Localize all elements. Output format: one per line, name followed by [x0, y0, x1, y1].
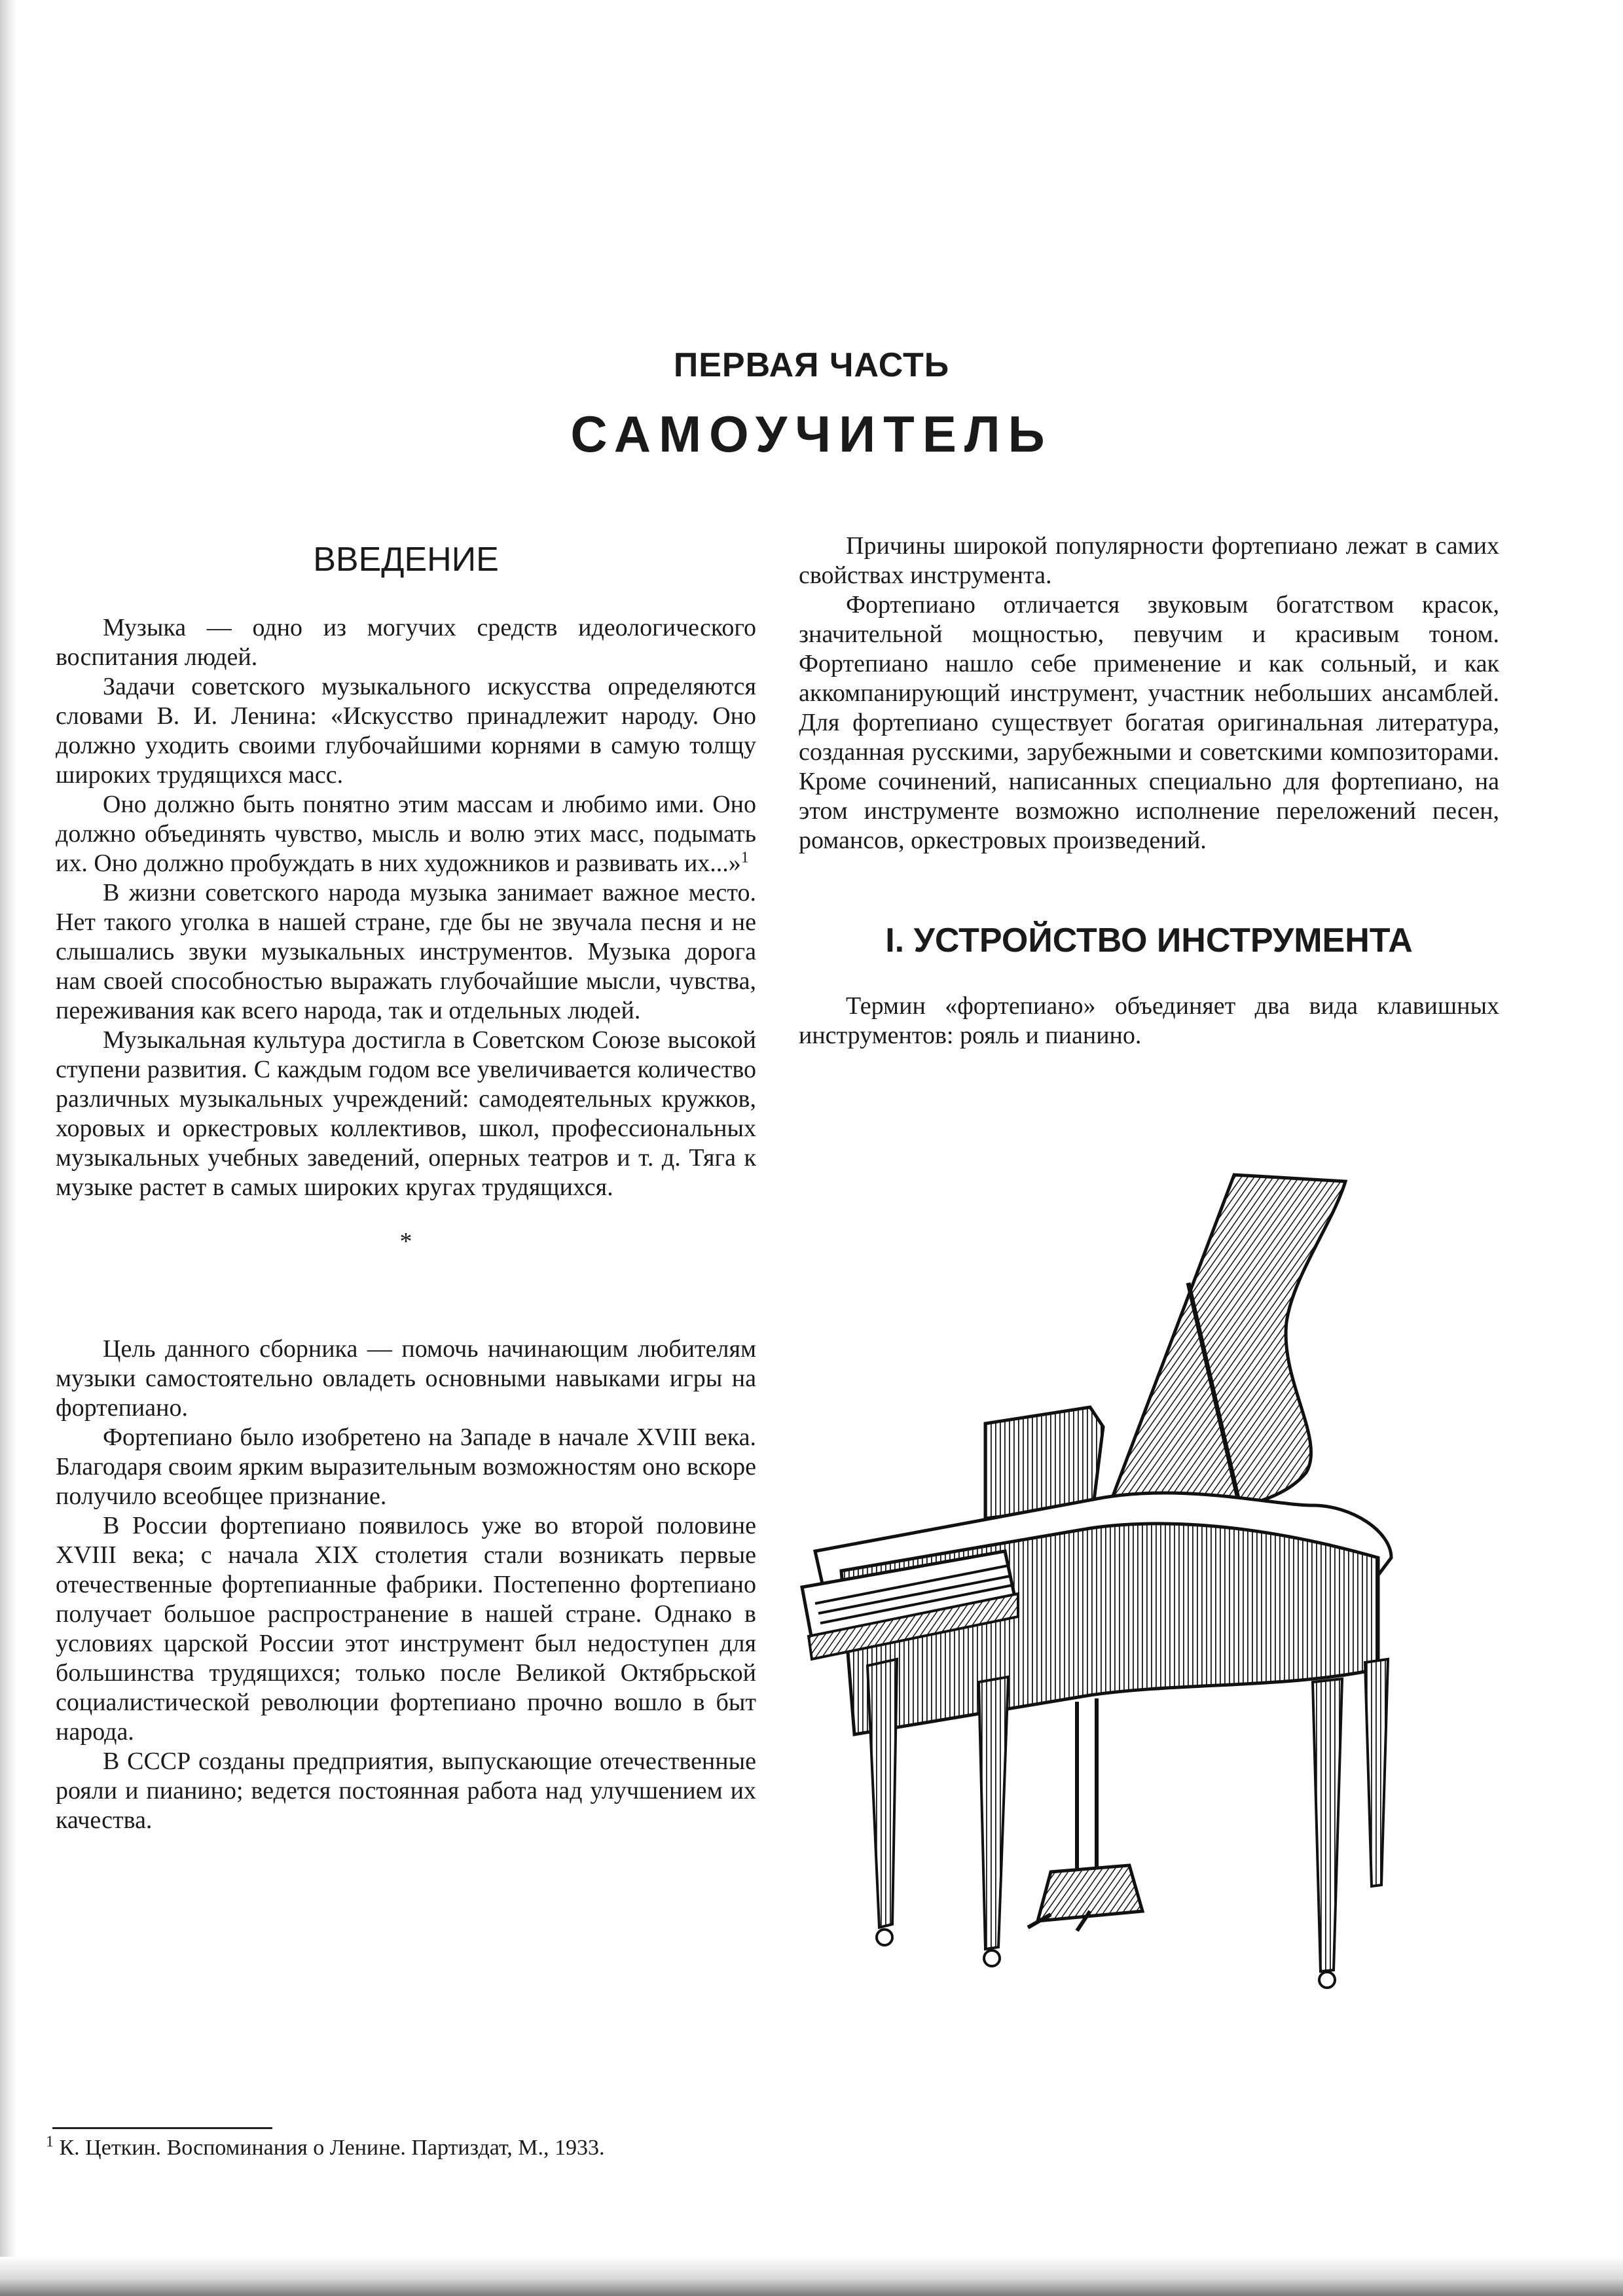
paragraph: Фортепиано отличается звуковым богатством красок, значительной мощностью, певучим и красивым тоном. Фортепиано нашло себе применение и как сольный, и как аккомпанирующий инструмент, участник небольших ансамблей. Для фортепиано существует богатая оригинальная литература, созданная русскими, зарубежными и советскими композиторами. Кроме сочинений, написанных специально для фортепиано, на этом инструменте возможно исполнение переложений песен, романсов, оркестровых произведений.	[799, 591, 1499, 854]
scan-edge-bottom	[0, 2257, 1623, 2296]
paragraph-text: Оно должно быть понятно этим массам и любимо ими. Оно должно объединять чувство, мысль и волю этих масс, подымать их. Оно должно пробуждать в них художников и развивать их...»	[56, 791, 756, 877]
rear-leg	[1313, 1679, 1342, 1971]
scan-edge	[0, 0, 17, 2296]
paragraph: Термин «фортепиано» объединяет два вида клавишных инструментов: рояль и пианино.	[799, 992, 1499, 1049]
leg-caster	[877, 1929, 892, 1945]
paragraph: В жизни советского народа музыка занимает важное место. Нет такого уголка в нашей стране, где бы не звучала песня и не слышались звуки музыкальных инструментов. Музыка дорога нам своей способностью выражать глубочайшие мысли, чувства, переживания как всего народа, так и отдельных людей.	[56, 879, 756, 1024]
book-title: САМОУЧИТЕЛЬ	[570, 405, 1053, 463]
paragraph: Задачи советского музыкального искусства определяются словами В. И. Ленина: «Искусство принадлежит народу. Оно должно уходить своими глубочайшими корнями в самую толщу широких трудящихся масс.	[56, 673, 756, 789]
leg-caster	[984, 1950, 1000, 1966]
paragraph: Цель данного сборника — помочь начинающим любителям музыки самостоятельно овладеть основными навыками игры на фортепиано.	[56, 1335, 756, 1422]
section-heading: I. УСТРОЙСТВО ИНСТРУМЕНТА	[885, 922, 1413, 960]
paragraph: Музыкальная культура достигла в Советском Союзе высокой ступени развития. С каждым годом все увеличивается количество различных музыкальных учреждений: самодеятельных кружков, хоровых и оркестровых коллективов, школ, профессиональных музыкальных учебных заведений, оперных театров и т. д. Тяга к музыке растет в самых широких кругах трудящихся.	[56, 1026, 756, 1201]
rear-leg	[1365, 1659, 1388, 1886]
footnote-mark: 1	[46, 2133, 54, 2151]
grand-piano-illustration	[789, 1165, 1483, 2016]
paragraph: Музыка — одно из могучих средств идеологического воспитания людей.	[56, 614, 756, 671]
front-left-leg	[867, 1659, 897, 1928]
front-right-leg	[979, 1677, 1008, 1949]
section-separator: *	[399, 1228, 412, 1255]
paragraph: Фортепиано было изобретено на Западе в начале XVIII века. Благодаря своим ярким выразительным возможностям оно вскоре получило всеобщее признание.	[56, 1424, 756, 1510]
paragraph: В России фортепиано появилось уже во второй половине XVIII века; с начала XIX столетия стали возникать первые отечественные фортепианные фабрики. Постепенно фортепиано получает большое распространение в нашей стране. Однако в условиях царской России этот инструмент был недоступен для большинства трудящихся; только после Великой Октябрьской социалистической революции фортепиано прочно вошло в быт народа.	[56, 1512, 756, 1746]
footnote-reference: 1	[740, 849, 749, 867]
footnote-divider	[52, 2127, 272, 2129]
paragraph: Причины широкой популярности фортепиано лежат в самих свойствах инструмента.	[799, 532, 1499, 589]
piano-lid	[1103, 1175, 1345, 1532]
leg-caster	[1319, 1972, 1335, 1988]
right-column	[799, 531, 1499, 1050]
footnote	[46, 2135, 740, 2161]
paragraph: В СССР созданы предприятия, выпускающие отечественные рояли и пианино; ведется постоянная работа над улучшением их качества.	[56, 1748, 756, 1834]
intro-heading: ВВЕДЕНИЕ	[313, 541, 499, 579]
footnote-text: К. Цеткин. Воспоминания о Ленине. Партиздат, М., 1933.	[59, 2136, 605, 2160]
left-column	[56, 540, 756, 1835]
part-heading: ПЕРВАЯ ЧАСТЬ	[673, 346, 950, 384]
paragraph	[56, 790, 756, 878]
